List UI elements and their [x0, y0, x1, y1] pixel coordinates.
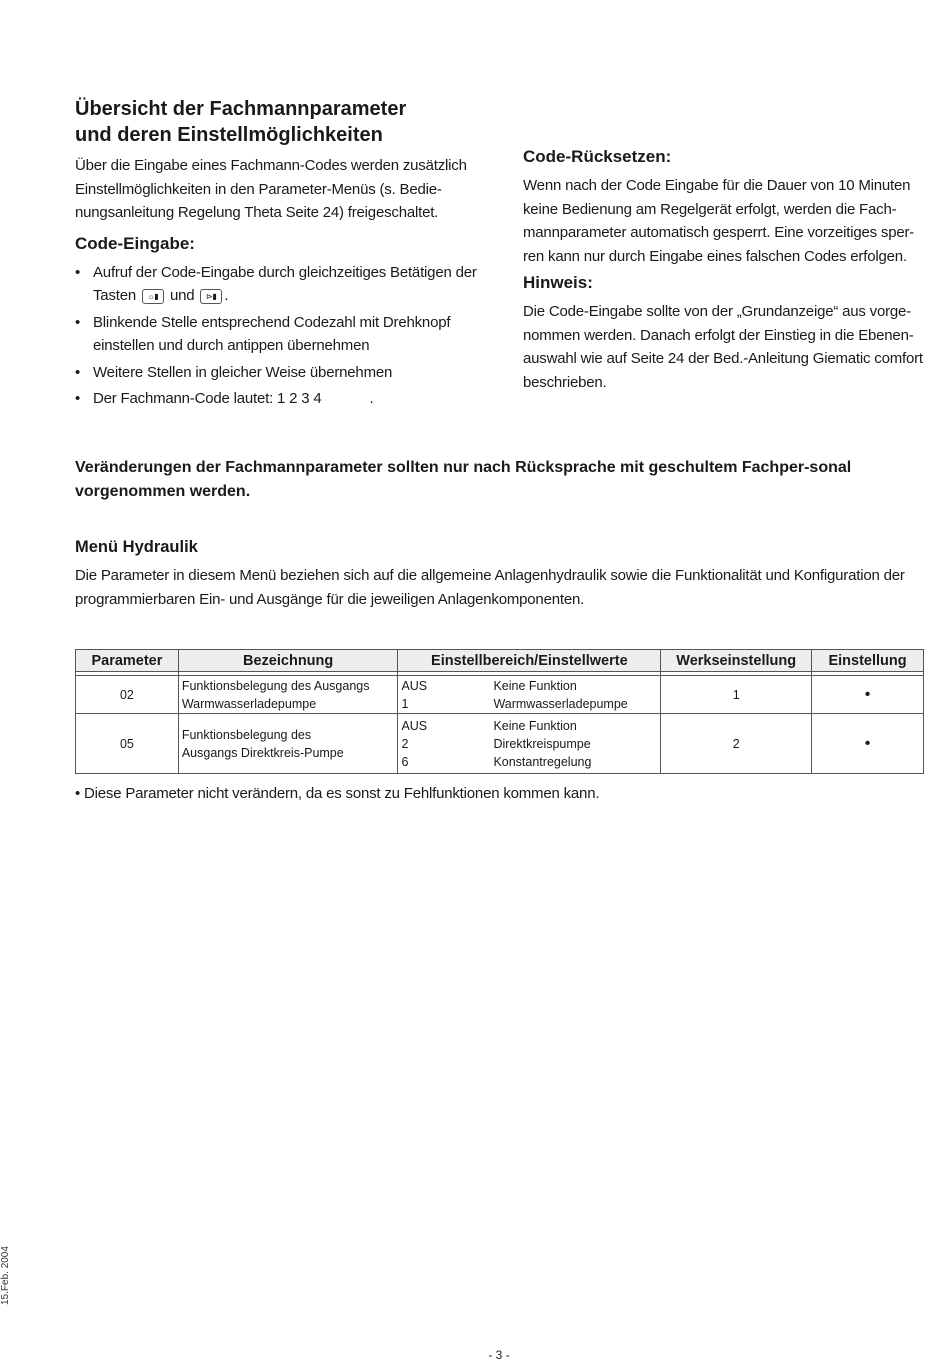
table-row: [76, 676, 924, 714]
default-cell: 1: [661, 676, 812, 714]
sun-key-icon: ☼▮: [142, 289, 164, 304]
list-item: [75, 311, 485, 358]
description-line-1: Funktionsbelegung des: [181, 727, 312, 742]
range-value: 6: [401, 754, 409, 769]
setting-cell: •: [812, 714, 924, 774]
menu-title: Menü Hydraulik: [75, 538, 198, 556]
description-cell: [178, 714, 398, 774]
range-label: Keine Funktion: [493, 678, 577, 693]
range-option: [401, 735, 660, 753]
description-line-2: Ausgangs Direktkreis-Pumpe: [181, 745, 344, 760]
range-label: Warmwasserladepumpe: [493, 696, 628, 711]
description-cell: [178, 676, 398, 714]
range-option: [401, 753, 660, 771]
hint-text: Die Code-Eingabe sollte von der „Grundanzeige“ aus vorge-nommen werden. Danach erfolgt der Einstieg in die Ebenen-auswahl wie auf Seite 24 der Bed.-Anleitung Giematic comfort beschrieben.: [523, 303, 923, 391]
bullet-dot: •: [75, 313, 81, 331]
menu-description: Die Parameter in diesem Menü beziehen sich auf die allgemeine Anlagenhydraulik sowie die Funktionalität und Konfiguration der programmierbaren Ein- und Ausgänge für die jeweiligen Anlagenkomponenten.: [75, 567, 905, 608]
list-item: [75, 387, 485, 411]
code-entry-step-4: Der Fachmann-Code lautet: 1 2 3 4: [93, 390, 322, 407]
footnote: • Diese Parameter nicht verändern, da es sonst zu Fehlfunktionen kommen kann.: [75, 785, 600, 802]
tap-key-icon: ⊳▮: [200, 289, 222, 304]
list-item: [75, 361, 485, 385]
range-value: 2: [401, 736, 409, 751]
range-cell: [398, 676, 661, 714]
code-reset-heading: Code-Rücksetzen:: [523, 147, 672, 166]
table-row: [76, 714, 924, 774]
code-entry-list: [75, 261, 485, 411]
title-line-2: und deren Einstellmöglichkeiten: [75, 124, 383, 146]
code-entry-and: und: [169, 287, 195, 304]
parameter-cell: 05: [76, 714, 179, 774]
bullet-dot: •: [75, 263, 81, 281]
range-value: AUS: [401, 678, 428, 693]
description-line-2: Warmwasserladepumpe: [181, 696, 317, 711]
page-title: [75, 96, 485, 148]
left-column: [75, 96, 485, 414]
code-reset-text: Wenn nach der Code Eingabe für die Dauer von 10 Minuten keine Bedienung am Regelgerät erfolgt, werden die Fach-mannparameter automatisch gesperrt. Eine vorzeitiges sper-ren kann nur durch Eingabe eines falschen Codes erfolgen.: [523, 177, 915, 265]
code-entry-step-3: Weitere Stellen in gleicher Weise übernehmen: [93, 363, 393, 381]
bullet-dot: •: [75, 363, 81, 381]
range-option: [401, 717, 660, 735]
description-line-1: Funktionsbelegung des Ausgangs: [181, 678, 370, 693]
parameter-table: [75, 649, 924, 774]
range-label: Direktkreispumpe: [493, 736, 591, 751]
column-header-werkseinstellung: Werkseinstellung: [661, 650, 812, 672]
range-value: 1: [401, 696, 409, 711]
range-cell: [398, 714, 661, 774]
column-header-einstellung: Einstellung: [812, 650, 924, 672]
setting-cell: •: [812, 676, 924, 714]
range-value: AUS: [401, 718, 428, 733]
range-label: Konstantregelung: [493, 754, 592, 769]
warning-text: Veränderungen der Fachmannparameter sollten nur nach Rücksprache mit geschultem Fachper-sonal vorgenommen werden.: [75, 459, 852, 500]
code-entry-heading: Code-Eingabe:: [75, 233, 195, 253]
code-entry-step-2: Blinkende Stelle entsprechend Codezahl mit Drehknopf einstellen und durch antippen übernehmen: [93, 313, 451, 354]
range-option: [401, 677, 660, 695]
hint-heading: Hinweis:: [523, 273, 593, 292]
page-number: - 3 -: [488, 1348, 510, 1362]
side-date: 15.Feb. 2004: [0, 1246, 11, 1305]
table-header-row: [76, 650, 924, 672]
parameter-cell: 02: [76, 676, 179, 714]
right-column: [523, 146, 928, 394]
title-line-1: Übersicht der Fachmannparameter: [75, 98, 407, 120]
list-item: [75, 261, 485, 308]
overview-intro: Über die Eingabe eines Fachmann-Codes werden zusätzlich Einstellmöglichkeiten in den Parameter-Menüs (s. Bedie-nungsanleitung Regelung Theta Seite 24) freigeschaltet.: [75, 157, 467, 221]
code-entry-step-1: Aufruf der Code-Eingabe durch gleichzeitiges Betätigen der Tasten: [93, 263, 477, 304]
default-cell: 2: [661, 714, 812, 774]
bullet-dot: •: [75, 390, 81, 407]
column-header-einstellbereich: Einstellbereich/Einstellwerte: [398, 650, 661, 672]
column-header-parameter: Parameter: [76, 650, 179, 672]
range-label: Keine Funktion: [493, 718, 577, 733]
range-option: [401, 695, 660, 713]
code-entry-step-1-end: .: [224, 287, 229, 304]
column-header-bezeichnung: Bezeichnung: [178, 650, 398, 672]
code-entry-step-4-end: .: [369, 390, 374, 407]
